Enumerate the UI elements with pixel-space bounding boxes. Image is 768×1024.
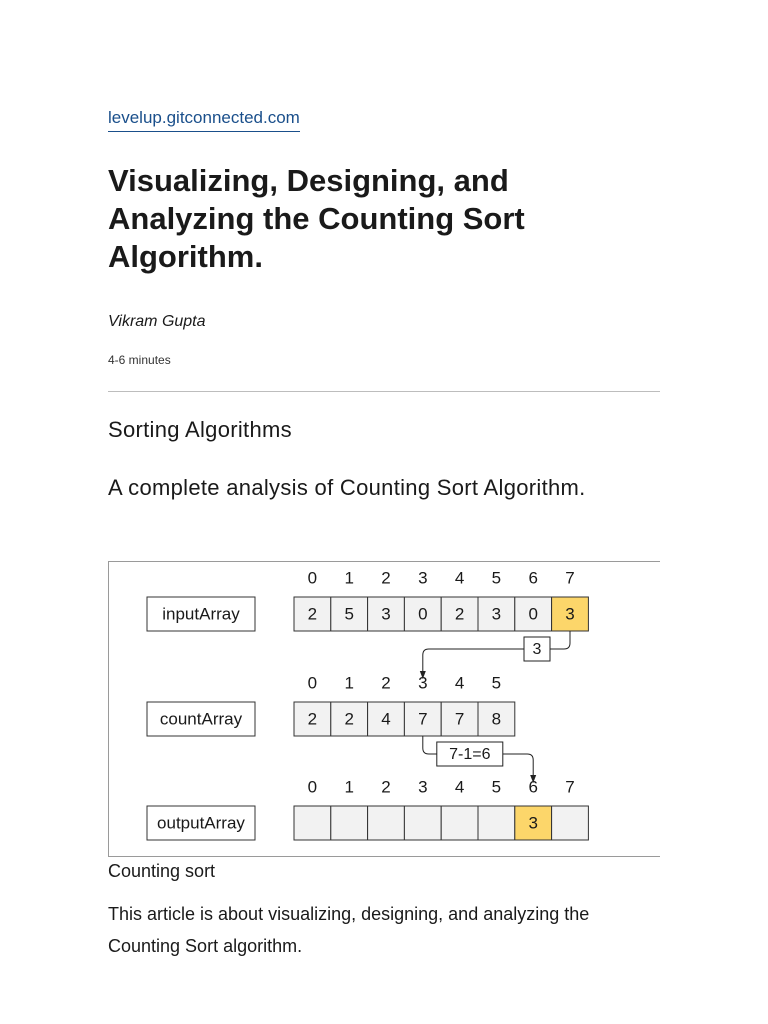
transfer-annotation — [423, 631, 570, 675]
cell-value: 0 — [528, 604, 538, 624]
array-cell — [478, 806, 515, 840]
index-label: 5 — [491, 568, 502, 588]
index-label: 7 — [565, 777, 575, 797]
transfer-annotation — [423, 736, 533, 779]
index-label: 3 — [418, 673, 428, 693]
cell-value: 3 — [528, 813, 538, 833]
array-cell — [552, 806, 589, 840]
article-subheading: A complete analysis of Counting Sort Algorithm. — [108, 475, 586, 500]
array-cell — [441, 806, 478, 840]
index-label: 5 — [491, 777, 502, 797]
array-label: inputArray — [162, 604, 240, 624]
inputArray-group — [147, 568, 588, 631]
index-label: 0 — [307, 568, 318, 588]
index-label: 6 — [528, 568, 538, 588]
array-cell — [404, 806, 441, 840]
figure-caption: Counting sort — [108, 861, 216, 881]
index-label: 6 — [528, 777, 538, 797]
cell-value: 5 — [344, 604, 354, 624]
array-label: outputArray — [157, 813, 245, 833]
countArray-group — [147, 673, 515, 736]
counting-sort-figure — [108, 561, 660, 857]
index-label: 1 — [344, 777, 354, 797]
array-cell — [368, 806, 405, 840]
index-label: 0 — [307, 673, 318, 693]
cell-value: 2 — [307, 709, 318, 729]
array-label: countArray — [159, 709, 243, 729]
index-label: 7 — [565, 568, 575, 588]
read-time: 4-6 minutes — [108, 353, 171, 367]
cell-value: 3 — [491, 604, 502, 624]
index-label: 4 — [454, 568, 465, 588]
index-label: 0 — [307, 777, 318, 797]
cell-value: 0 — [418, 604, 428, 624]
cell-value: 7 — [454, 709, 465, 729]
cell-value: 2 — [344, 709, 354, 729]
index-label: 4 — [454, 673, 465, 693]
array-cell — [294, 806, 331, 840]
counting-sort-diagram — [109, 562, 660, 857]
article-title: Visualizing, Designing, and Analyzing the Counting Sort Algorithm. — [108, 163, 525, 274]
cell-value: 7 — [418, 709, 428, 729]
index-label: 2 — [381, 568, 391, 588]
index-label: 3 — [418, 777, 428, 797]
cell-value: 2 — [454, 604, 465, 624]
section-heading: Sorting Algorithms — [108, 417, 292, 442]
outputArray-group — [147, 777, 588, 840]
index-label: 1 — [344, 568, 354, 588]
index-label: 2 — [381, 777, 391, 797]
index-label: 4 — [454, 777, 465, 797]
cell-value: 3 — [381, 604, 391, 624]
annotation-label: 7-1=6 — [449, 746, 491, 764]
site-link[interactable]: levelup.gitconnected.com — [108, 108, 300, 132]
index-label: 2 — [381, 673, 391, 693]
index-label: 1 — [344, 673, 354, 693]
cell-value: 2 — [307, 604, 318, 624]
divider — [108, 391, 660, 392]
cell-value: 4 — [381, 709, 391, 729]
cell-value: 8 — [491, 709, 502, 729]
array-cell — [331, 806, 368, 840]
intro-paragraph: This article is about visualizing, designing, and analyzing the Counting Sort algorithm. — [108, 904, 590, 956]
annotation-label: 3 — [532, 641, 542, 659]
cell-value: 3 — [565, 604, 575, 624]
index-label: 5 — [491, 673, 502, 693]
index-label: 3 — [418, 568, 428, 588]
author-name: Vikram Gupta — [108, 313, 206, 330]
